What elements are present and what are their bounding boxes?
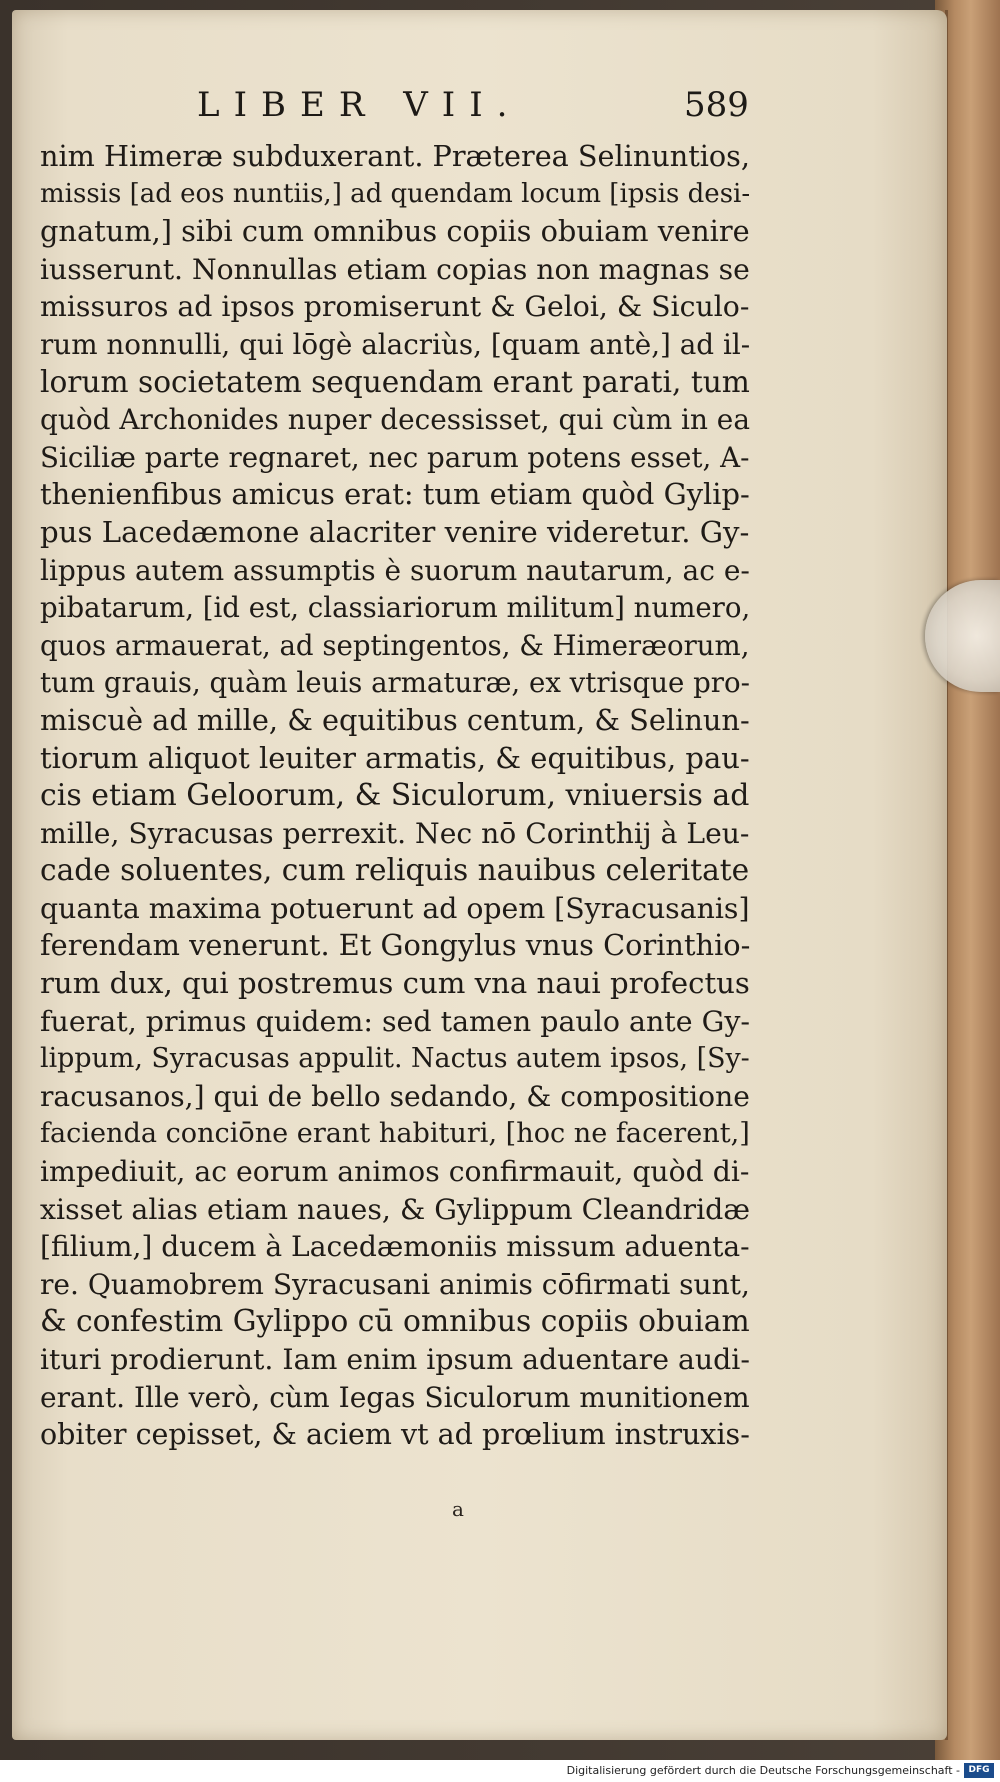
text-line: lippum, Syracusas appulit. Nactus autem ipsos, [Sy- <box>40 1043 750 1075</box>
text-line: quanta maxima potuerunt ad opem [Syracusanis] <box>40 891 750 925</box>
text-line: pibatarum, [id est, classiariorum militum] numero, <box>40 591 751 625</box>
text-line: quos armauerat, ad septingentos, & Himeræorum, <box>40 628 750 662</box>
body-text <box>40 138 750 1454</box>
digitization-footer <box>0 1760 1000 1782</box>
text-line: Siciliæ parte regnaret, nec parum potens esset, A- <box>40 440 750 474</box>
text-line: racusanos,] qui de bello sedando, & compositione <box>40 1079 750 1113</box>
text-line: rum nonnulli, qui lōgè alacriùs, [quam antè,] ad il- <box>40 327 751 361</box>
text-line: quòd Archonides nuper decessisset, qui cùm in ea <box>40 403 750 437</box>
running-head: LIBER VII. <box>197 85 522 125</box>
page-number: 589 <box>684 85 749 125</box>
text-line: obiter cepisset, & aciem vt ad prœlium instruxis- <box>40 1418 750 1452</box>
text-line: thenienfibus amicus erat: tum etiam quòd Gylip- <box>40 477 750 512</box>
text-line: missis [ad eos nuntiis,] ad quendam locum [ipsis desi- <box>40 178 751 209</box>
text-line: iusserunt. Nonnullas etiam copias non magnas se <box>40 252 750 286</box>
text-line: mille, Syracusas perrexit. Nec nō Corinthij à Leu- <box>40 816 750 850</box>
text-line: facienda conciōne erant habituri, [hoc ne facerent,] <box>40 1118 750 1150</box>
text-line: lorum societatem sequendam erant parati, tum <box>40 364 750 399</box>
text-line: nim Himeræ subduxerant. Præterea Selinuntios, <box>40 139 750 173</box>
text-line: re. Quamobrem Syracusani animis cōfirmati sunt, <box>40 1267 750 1301</box>
text-line: impediuit, ac eorum animos confirmauit, quòd di- <box>40 1155 750 1189</box>
text-line: ituri prodierunt. Iam enim ipsum aduentare audi- <box>40 1343 750 1376</box>
page-header <box>12 85 947 135</box>
text-line: erant. Ille verò, cùm Iegas Siculorum munitionem <box>40 1380 750 1414</box>
text-line: fuerat, primus quidem: sed tamen paulo ante Gy- <box>40 1004 751 1038</box>
text-line: pus Lacedæmone alacriter venire videretur. Gy- <box>40 514 750 549</box>
text-line: rum dux, qui postremus cum vna naui profectus <box>40 966 750 1001</box>
text-line: ferendam venerunt. Et Gongylus vnus Corinthio- <box>40 928 751 963</box>
funding-credit: Digitalisierung gefördert durch die Deutsche Forschungsgemeinschaft - <box>566 1764 960 1777</box>
text-line: missuros ad ipsos promiserunt & Geloi, & Siculo- <box>40 290 750 324</box>
text-line: cis etiam Geloorum, & Siculorum, vniuersis ad <box>40 778 750 814</box>
text-line: tiorum aliquot leuiter armatis, & equitibus, pau- <box>40 740 750 775</box>
text-line: & confestim Gylippo cū omnibus copiis obuiam <box>40 1304 750 1340</box>
catchword: a <box>452 1497 464 1521</box>
book-page <box>12 10 947 1740</box>
text-line: gnatum,] sibi cum omnibus copiis obuiam venire <box>40 214 750 249</box>
dfg-logo: DFG <box>964 1763 994 1778</box>
text-line: miscuè ad mille, & equitibus centum, & Selinun- <box>40 702 750 737</box>
text-line: [filium,] ducem à Lacedæmoniis missum aduenta- <box>40 1230 750 1264</box>
text-line: lippus autem assumptis è suorum nautarum, ac e- <box>40 553 750 587</box>
text-line: xisset alias etiam naues, & Gylippum Cleandridæ <box>40 1192 751 1226</box>
text-line: cade soluentes, cum reliquis nauibus celeritate <box>40 853 750 888</box>
text-line: tum grauis, quàm leuis armaturæ, ex vtrisque pro- <box>40 666 750 700</box>
